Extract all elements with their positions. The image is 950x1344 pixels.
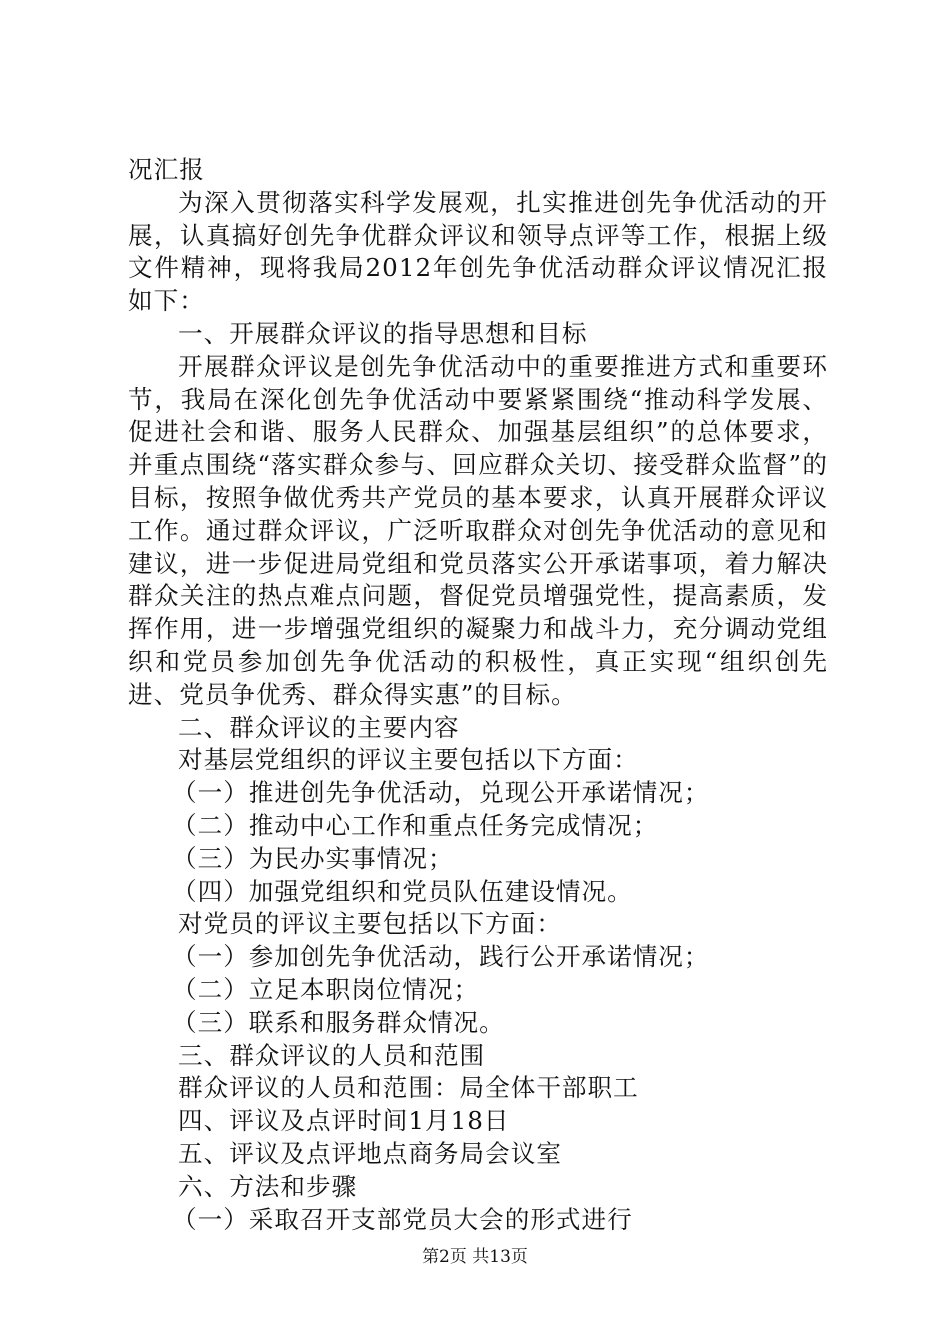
org-item: （二）推动中心工作和重点任务完成情况； [172, 810, 659, 840]
section6-heading: 六、方法和步骤 [178, 1171, 358, 1201]
section2-heading: 二、群众评议的主要内容 [178, 712, 460, 742]
intro-paragraph: 为深入贯彻落实科学发展观，扎实推进创先争优活动的开展，认真搞好创先争优群众评议和领导点评等工作，根据上级文件精神，现将我局2012年创先争优活动群众评议情况汇报如下： [128, 187, 828, 316]
page-number-footer: 第2页 共13页 [422, 1247, 528, 1267]
section3-text: 群众评议的人员和范围：局全体干部职工 [178, 1073, 639, 1103]
member-item: （二）立足本职岗位情况； [172, 974, 480, 1004]
section3-heading: 三、群众评议的人员和范围 [178, 1040, 486, 1070]
org-item: （四）加强党组织和党员队伍建设情况。 [172, 876, 633, 906]
org-intro: 对基层党组织的评议主要包括以下方面： [178, 745, 639, 775]
document-body [128, 154, 828, 1236]
member-item: （三）联系和服务群众情况。 [172, 1007, 505, 1037]
org-item: （一）推进创先争优活动，兑现公开承诺情况； [172, 778, 710, 808]
org-item: （三）为民办实事情况； [172, 843, 454, 873]
section6-item: （一）采取召开支部党员大会的形式进行 [172, 1204, 633, 1234]
section5-heading: 五、评议及点评地点商务局会议室 [178, 1138, 562, 1168]
member-item: （一）参加创先争优活动，践行公开承诺情况； [172, 942, 710, 972]
section1-paragraph: 开展群众评议是创先争优活动中的重要推进方式和重要环节，我局在深化创先争优活动中要紧紧围绕“推动科学发展、促进社会和谐、服务人民群众、加强基层组织”的总体要求，并重点围绕“落实群众参与、回应群众关切、接受群众监督”的目标，按照争做优秀共产党员的基本要求，认真开展群众评议工作。通过群众评议，广泛听取群众对创先争优活动的意见和建议，进一步促进局党组和党员落实公开承诺事项，着力解决群众关注的热点难点问题，督促党员增强党性，提高素质，发挥作用，进一步增强党组织的凝聚力和战斗力，充分调动党组织和党员参加创先争优活动的积极性，真正实现“组织创先进、党员争优秀、群众得实惠”的目标。 [128, 351, 828, 709]
section1-heading: 一、开展群众评议的指导思想和目标 [178, 318, 588, 348]
section4-heading: 四、评议及点评时间1月18日 [178, 1106, 510, 1136]
lead-line: 况汇报 [128, 155, 205, 184]
member-intro: 对党员的评议主要包括以下方面： [178, 909, 562, 939]
